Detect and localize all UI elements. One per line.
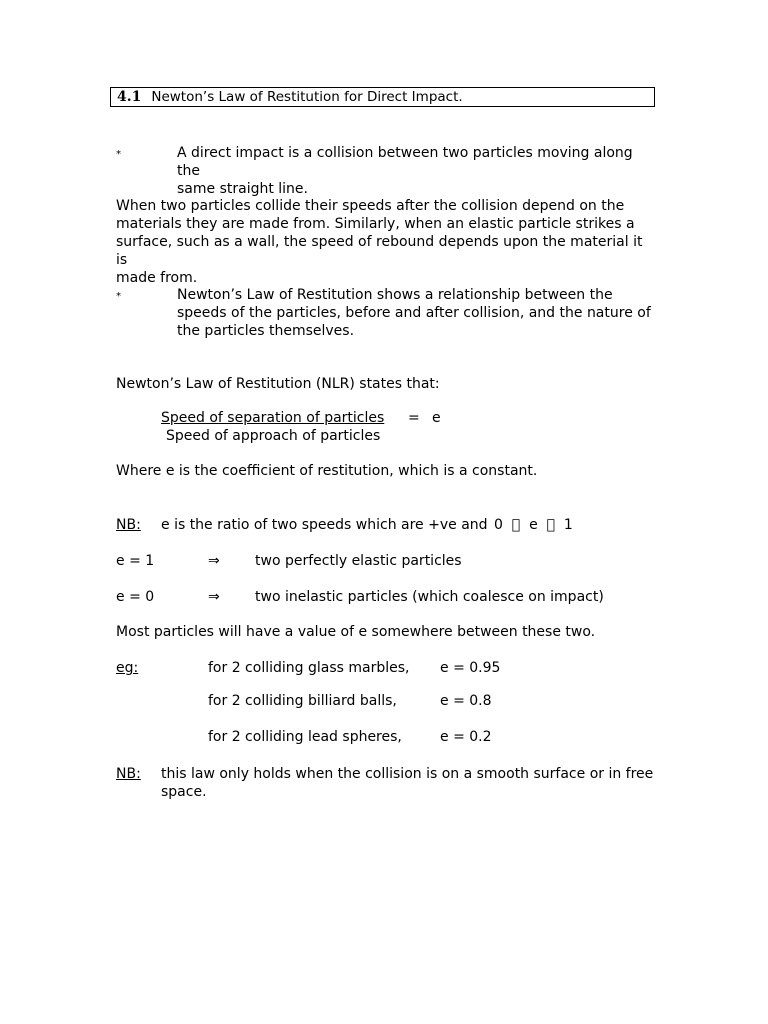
- bullet-line: A direct impact is a collision between two particles moving along the: [177, 145, 633, 179]
- examples-label: eg:: [116, 660, 139, 676]
- bullet-line: Newton’s Law of Restitution shows a relationship between the: [177, 287, 613, 303]
- nlr-intro: Newton’s Law of Restitution (NLR) states that:: [116, 376, 440, 392]
- case-desc: two perfectly elastic particles: [255, 553, 462, 569]
- coefficient-definition: Where e is the coefficient of restitution, which is a constant.: [116, 463, 538, 479]
- bullet-symbol: *: [116, 291, 121, 302]
- section-number: 4.1: [117, 89, 142, 105]
- formula-equals: =: [408, 410, 420, 426]
- paragraph-line: surface, such as a wall, the speed of rebound depends upon the material it is: [116, 234, 643, 268]
- example-desc: for 2 colliding lead spheres,: [208, 729, 402, 745]
- nb-line: this law only holds when the collision is on a smooth surface or in free: [161, 766, 654, 782]
- most-particles-text: Most particles will have a value of e somewhere between these two.: [116, 624, 596, 640]
- formula-rhs: e: [432, 410, 441, 426]
- paragraph-line: When two particles collide their speeds after the collision depend on the: [116, 198, 625, 214]
- nb-text: e is the ratio of two speeds which are +ve and: [161, 517, 488, 533]
- case-lhs: e = 1: [116, 553, 155, 569]
- formula-denominator: Speed of approach of particles: [166, 428, 381, 444]
- bullet-line: the particles themselves.: [177, 323, 355, 339]
- example-value: e = 0.95: [440, 660, 501, 676]
- paragraph-line: made from.: [116, 270, 198, 286]
- example-value: e = 0.8: [440, 693, 492, 709]
- coefficient-range: 0   e   1: [494, 517, 573, 533]
- case-desc: two inelastic particles (which coalesce on impact): [255, 589, 604, 605]
- example-desc: for 2 colliding billiard balls,: [208, 693, 397, 709]
- nb-label: NB:: [116, 766, 141, 782]
- paragraph-collision-materials: [116, 197, 651, 287]
- example-desc: for 2 colliding glass marbles,: [208, 660, 410, 676]
- example-value: e = 0.2: [440, 729, 492, 745]
- implies-icon: ⇒: [208, 589, 220, 605]
- section-heading: [110, 87, 655, 107]
- nb-label: NB:: [116, 517, 141, 533]
- section-title: Newton’s Law of Restitution for Direct Impact.: [151, 89, 463, 105]
- case-lhs: e = 0: [116, 589, 155, 605]
- bullet-line: speeds of the particles, before and after collision, and the nature of: [177, 305, 651, 321]
- bullet-text: [177, 144, 657, 198]
- bullet-text: [177, 286, 657, 340]
- nb-line: space.: [161, 784, 207, 800]
- nb-text: [161, 765, 661, 801]
- bullet-symbol: *: [116, 149, 121, 160]
- formula-numerator: Speed of separation of particles: [161, 410, 385, 426]
- implies-icon: ⇒: [208, 553, 220, 569]
- paragraph-line: materials they are made from. Similarly, when an elastic particle strikes a: [116, 216, 635, 232]
- bullet-line: same straight line.: [177, 181, 308, 197]
